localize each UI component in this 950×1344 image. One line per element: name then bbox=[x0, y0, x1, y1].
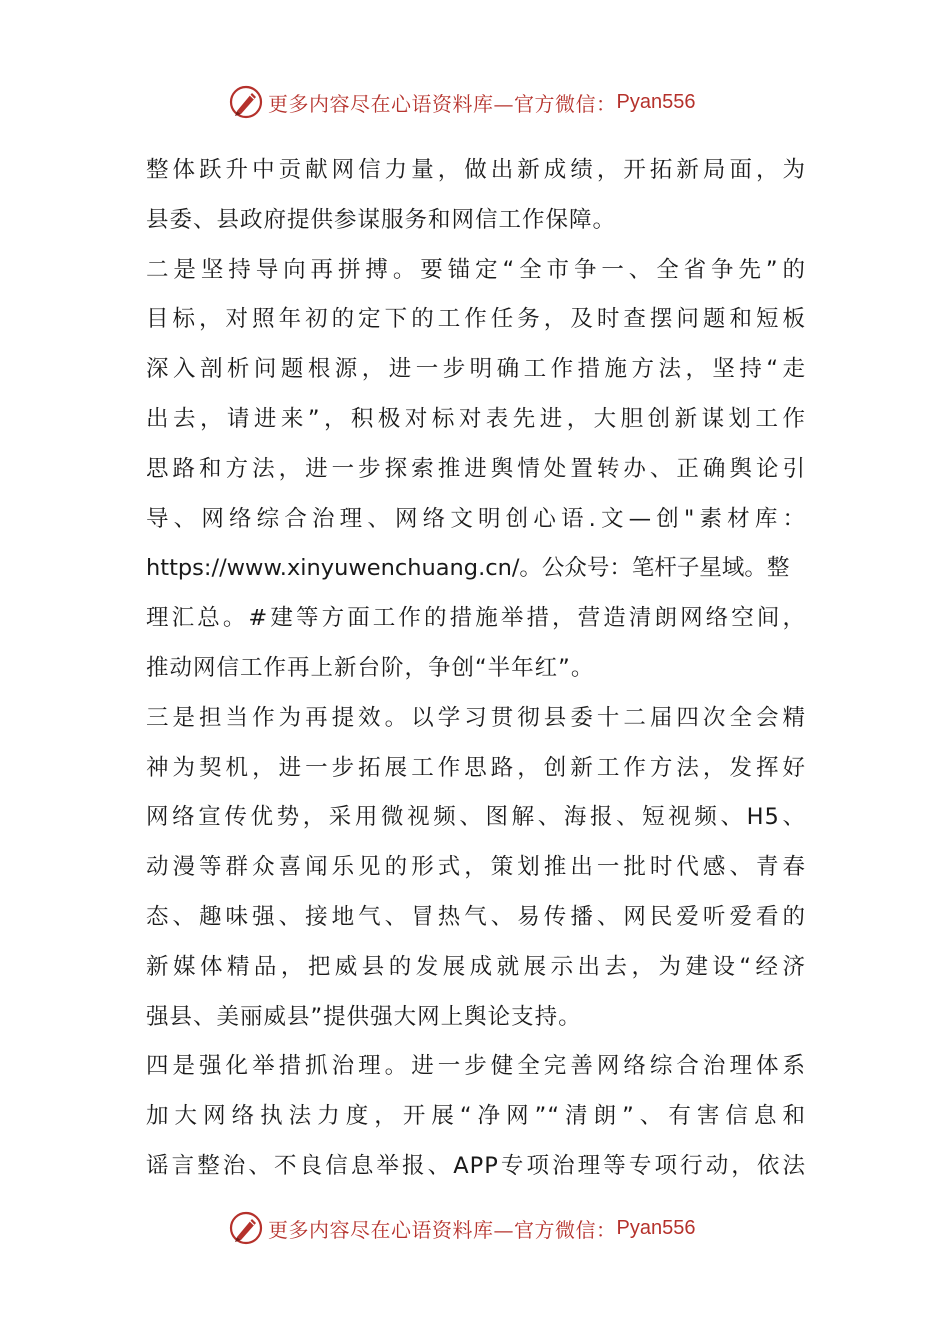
text-line: 态、趣味强、接地气、冒热气、易传播、网民爱听爱看的 bbox=[146, 903, 806, 930]
text-line: 思路和方法，进一步探索推进舆情处置转办、正确舆论引 bbox=[146, 455, 806, 482]
text-line: 加大网络执法力度，开展“净网”“清朗”、有害信息和 bbox=[146, 1103, 806, 1130]
text-line: 网络宣传优势，采用微视频、图解、海报、短视频、H5、 bbox=[146, 804, 806, 831]
pen-logo-icon bbox=[228, 1210, 264, 1246]
text-line: 出去，请进来”，积极对标对表先进，大胆创新谋划工作 bbox=[146, 405, 806, 432]
text-line: 深入剖析问题根源，进一步明确工作措施方法，坚持“走 bbox=[146, 356, 806, 383]
text-line: 整体跃升中贡献网信力量，做出新成绩，开拓新局面，为 bbox=[146, 157, 806, 183]
text-line: 强县、美丽威县”提供强大网上舆论支持。 bbox=[146, 1003, 582, 1030]
text-line: 目标，对照年初的定下的工作任务，及时查摆问题和短板 bbox=[146, 306, 806, 333]
paragraph-2 bbox=[146, 246, 806, 694]
text-line: 四是强化举措抓治理。进一步健全完善网络综合治理体系 bbox=[146, 1053, 806, 1080]
text-line: 二是坚持导向再拼搏。要锚定“全市争一、全省争先”的 bbox=[146, 256, 806, 283]
pen-logo-icon bbox=[228, 84, 264, 120]
text-line: https://www.xinyuwenchuang.cn/。公众号：笔杆子星域。整 bbox=[146, 555, 790, 582]
paragraph-4 bbox=[146, 1042, 806, 1191]
text-line: 县委、县政府提供参谋服务和网信工作保障。 bbox=[146, 206, 617, 233]
header-wechat-id: Pyan556 bbox=[616, 90, 696, 113]
paragraph-1 bbox=[146, 146, 806, 246]
footer-wechat-id: Pyan556 bbox=[616, 1216, 696, 1239]
text-line: 理汇总。#建等方面工作的措施举措，营造清朗网络空间， bbox=[146, 605, 806, 632]
text-line: 新媒体精品，把威县的发展成就展示出去，为建设“经济 bbox=[146, 953, 806, 980]
text-line: 三是担当作为再提效。以学习贯彻县委十二届四次全会精 bbox=[146, 704, 806, 731]
text-line: 谣言整治、不良信息举报、APP专项治理等专项行动，依法 bbox=[146, 1152, 806, 1179]
header-banner bbox=[228, 82, 695, 122]
text-line: 动漫等群众喜闻乐见的形式，策划推出一批时代感、青春 bbox=[146, 854, 806, 881]
text-line: 导、网络综合治理、网络文明创心语.文—创"素材库： bbox=[146, 505, 806, 532]
text-line: 推动网信工作再上新台阶，争创“半年红”。 bbox=[146, 654, 595, 681]
footer-banner-text: 更多内容尽在心语资料库—官方微信： bbox=[268, 1217, 617, 1242]
header-banner-text: 更多内容尽在心语资料库—官方微信： bbox=[268, 91, 617, 116]
paragraph-3 bbox=[146, 694, 806, 1043]
text-line: 神为契机，进一步拓展工作思路，创新工作方法，发挥好 bbox=[146, 754, 806, 781]
document-body bbox=[146, 146, 806, 1192]
footer-banner bbox=[228, 1208, 695, 1248]
